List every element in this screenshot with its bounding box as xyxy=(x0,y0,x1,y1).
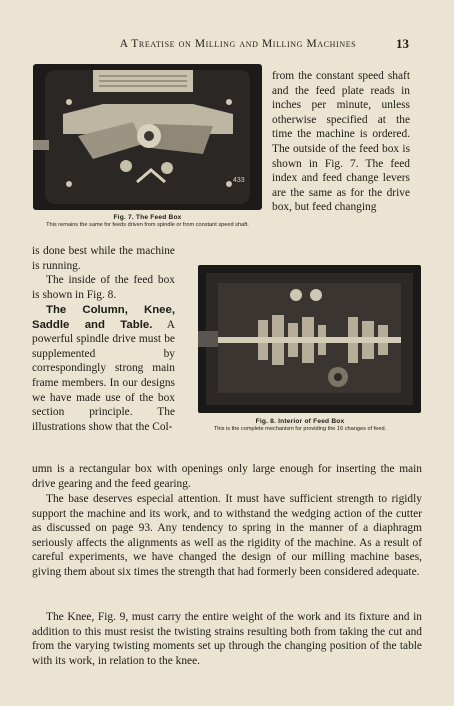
full-width-paragraph-3: The Knee, Fig. 9, must carry the entire weight of the work and its fixture and in addition to this must resist the twisting strains resulting both from taking the cut and from the varying twisting moments set up through the changing position of the table with its work, in relation to the knee. xyxy=(32,611,422,667)
section-heading: The Column, Knee, Saddle and Table. xyxy=(32,304,175,331)
full-width-paragraph-2: The base deserves especial attention. It must have sufficient strength to rigidly support the machine and its work, and to withstand the wedging action of the cutter as discussed on page 93. Any tendency to spring in the manner of a diaphragm seriously affects the alignments as well as the rigidity of the machine. As a result of careful experiments, we have changed the design of our milling machine bases, giving them about six times the strength that had formerly been considered adequate. xyxy=(32,493,422,578)
left-continuation: is done best while the machine is running. xyxy=(32,245,175,272)
figure8-caption-text: This is the complete mechanism for providing the 16 changes of feed. xyxy=(213,425,387,432)
photo-number-433: 433 xyxy=(233,177,245,184)
full-width-paragraph-1: umn is a rectangular box with openings only large enough for inserting the main drive gearing and the feed gearing. xyxy=(32,463,422,490)
feed-box-interior-photo xyxy=(198,265,421,413)
figure7-caption-title: Fig. 7. The Feed Box xyxy=(113,214,182,221)
figure8-caption xyxy=(175,418,425,432)
left-inside-paragraph: The inside of the feed box is shown in Fig. 8. xyxy=(32,274,175,301)
feed-box-illustration xyxy=(33,64,262,210)
feed-box-photo xyxy=(33,64,262,210)
figure7-caption xyxy=(33,214,262,228)
page-number: 13 xyxy=(396,36,409,51)
left-main-paragraph xyxy=(32,303,175,434)
figure8-caption-title: Fig. 8. Interior of Feed Box xyxy=(255,418,345,425)
left-main-text: A powerful spindle drive must be supplemented by correspondingly strong main frame members. In our designs we have made use of the box section principle. The illustrations show that the Col- xyxy=(32,318,176,433)
running-head: A Treatise on Milling and Milling Machines xyxy=(119,38,357,50)
right-column-text: from the constant speed shaft and the feed plate reads in inches per minute, unless otherwise specified at the time the machine is ordered. The outside of the feed box is shown in Fig. 7. The feed index and feed change levers are the same as for the drive box, but feed changing xyxy=(272,70,410,214)
feed-box-interior-illustration xyxy=(198,265,421,413)
figure7-caption-text: This remains the same for feeds driven from spindle or from constant speed shaft. xyxy=(46,221,249,228)
